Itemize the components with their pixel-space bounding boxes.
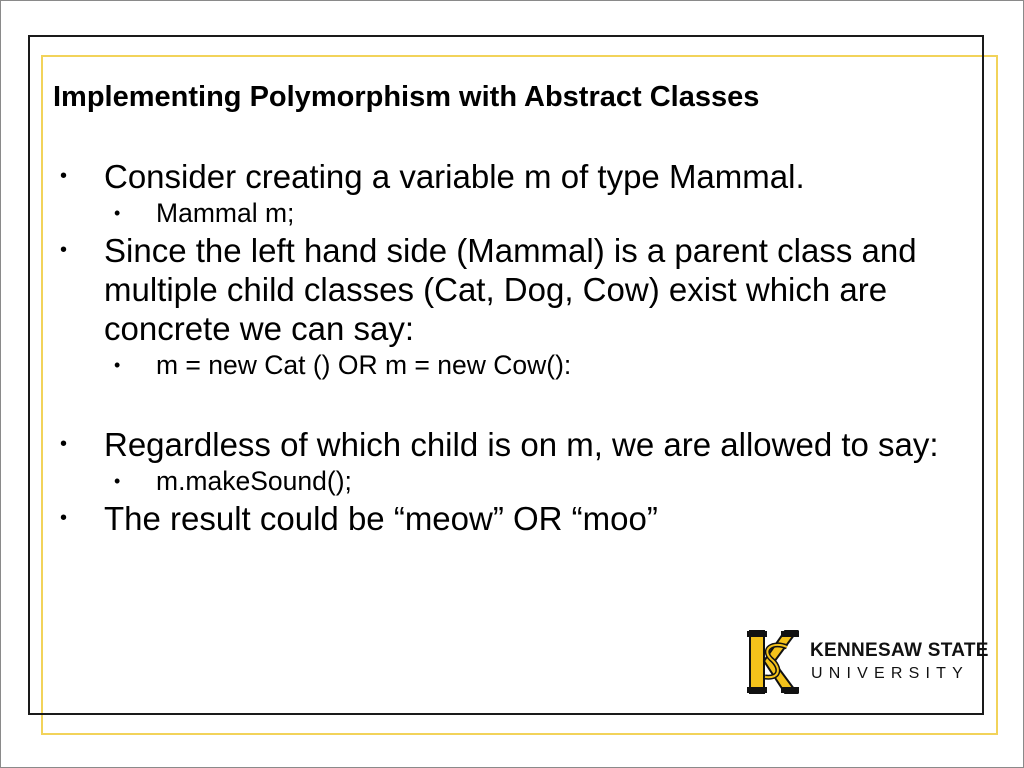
sub-bullet-item bbox=[56, 348, 976, 383]
bullet-item bbox=[56, 231, 976, 348]
bullet-text: Consider creating a variable m of type Mammal. bbox=[104, 158, 805, 195]
bullet-icon: • bbox=[60, 433, 68, 455]
logo-name: KENNESAW STATE bbox=[810, 640, 989, 661]
bullet-icon: • bbox=[60, 507, 68, 529]
bullet-text: Mammal m; bbox=[156, 198, 295, 228]
spacer bbox=[56, 383, 976, 425]
bullet-icon: • bbox=[114, 355, 121, 375]
university-logo bbox=[747, 627, 989, 699]
bullet-text: m = new Cat () OR m = new Cow(): bbox=[156, 350, 572, 380]
bullet-item bbox=[56, 157, 976, 196]
bullet-text: Since the left hand side (Mammal) is a parent class and multiple child classes (Cat, Dog, Cow) exist which are concrete we can say: bbox=[104, 232, 917, 347]
bullet-icon: • bbox=[114, 471, 121, 491]
bullet-text: The result could be “meow” OR “moo” bbox=[104, 500, 658, 537]
bullet-text: Regardless of which child is on m, we are allowed to say: bbox=[104, 426, 939, 463]
bullet-item bbox=[56, 425, 976, 464]
logo-subtitle: UNIVERSITY bbox=[811, 665, 970, 682]
kennesaw-state-logo-icon bbox=[747, 627, 799, 697]
bullet-icon: • bbox=[114, 203, 121, 223]
bullet-text: m.makeSound(); bbox=[156, 466, 352, 496]
sub-bullet-item bbox=[56, 196, 976, 231]
sub-bullet-item bbox=[56, 464, 976, 499]
bullet-item bbox=[56, 499, 976, 538]
slide-title: Implementing Polymorphism with Abstract Classes bbox=[53, 81, 760, 113]
bullet-icon: • bbox=[60, 165, 68, 187]
bullet-list bbox=[56, 157, 976, 538]
bullet-icon: • bbox=[60, 239, 68, 261]
